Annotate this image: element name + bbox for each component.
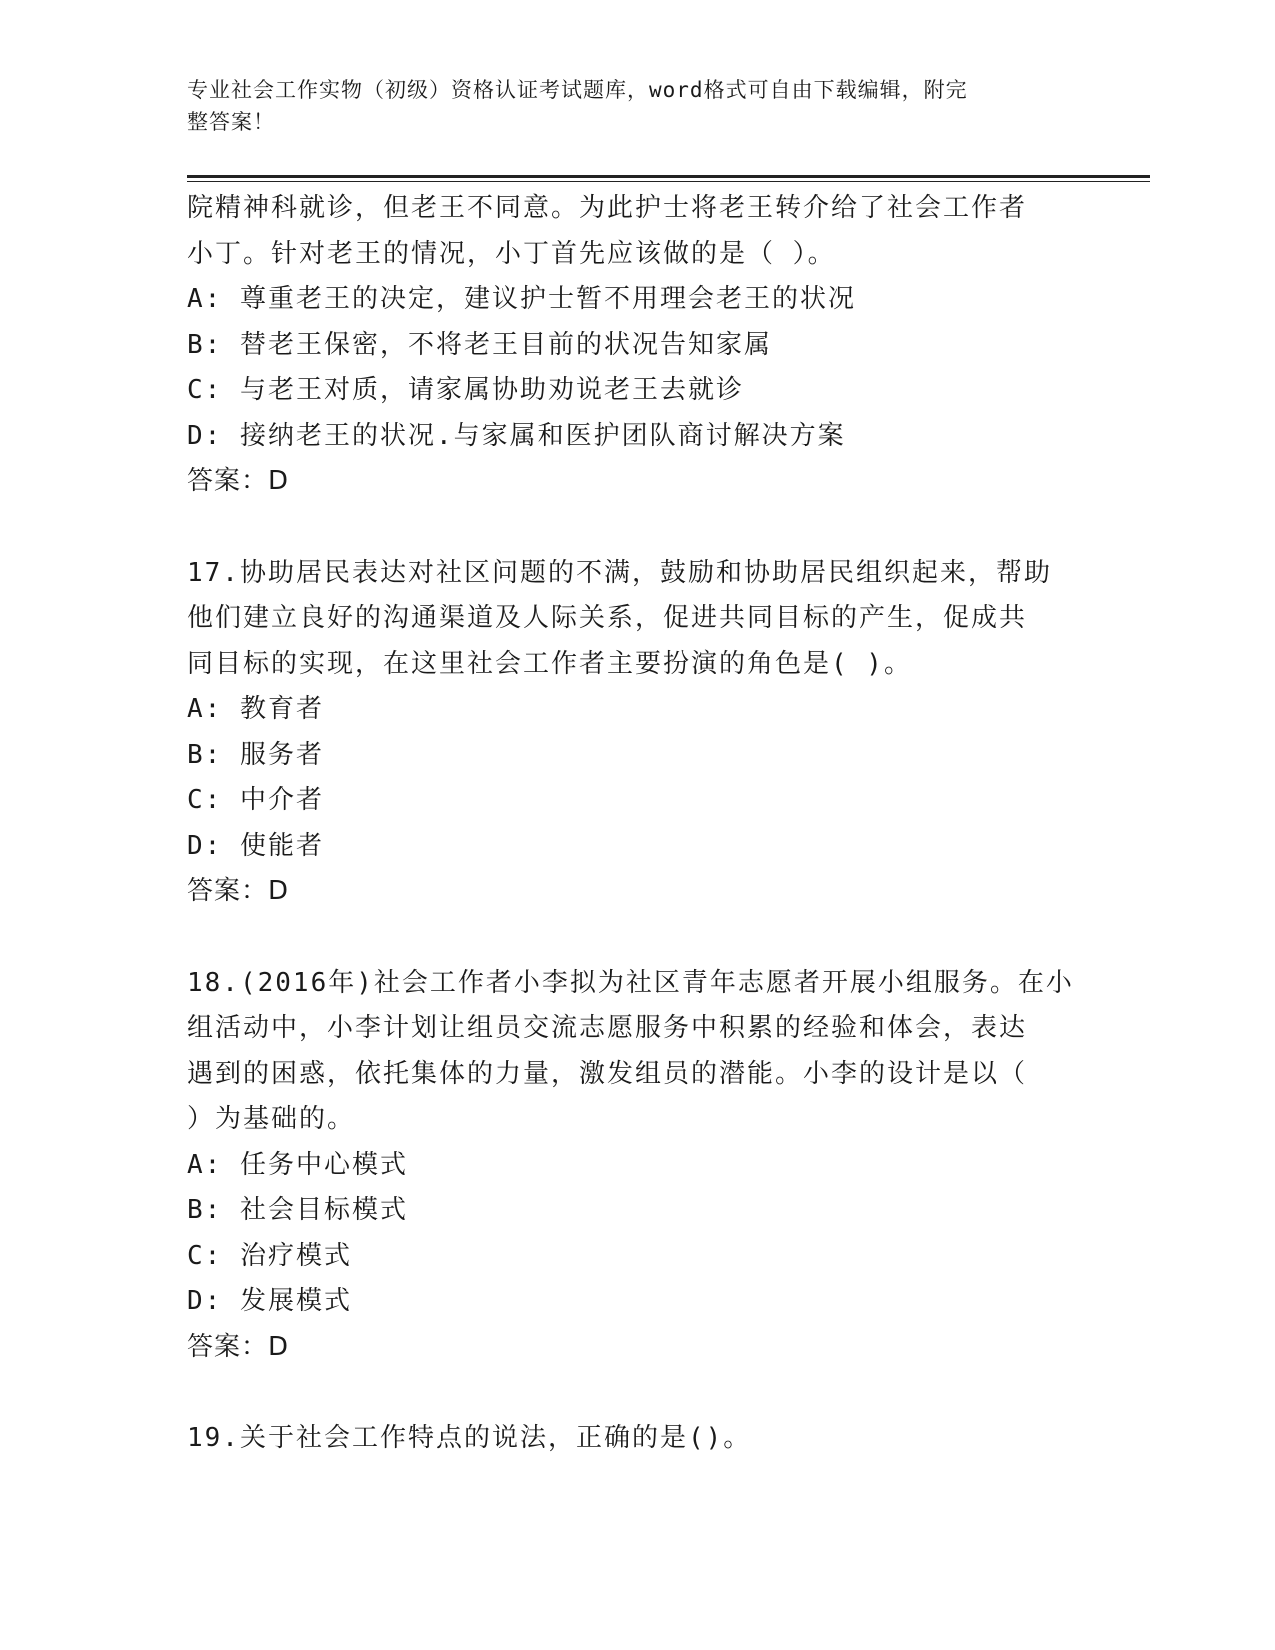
option-a: A: 尊重老王的决定，建议护士暂不用理会老王的状况 <box>187 284 856 314</box>
option-d: D: 使能者 <box>187 830 324 861</box>
option-c: C: 中介者 <box>187 785 324 815</box>
question-stem-line: 18.(2016年)社会工作者小李拟为社区青年志愿者开展小组服务。在小 <box>187 967 1074 998</box>
question-spacer <box>187 915 1087 961</box>
question-stem-line: 院精神科就诊，但老王不同意。为此护士将老王转介给了社会工作者 <box>187 193 1028 223</box>
option-b: B: 替老王保密，不将老王目前的状况告知家属 <box>187 329 772 360</box>
answer-label: 答案：D <box>187 1331 290 1362</box>
question-spacer <box>187 505 1087 551</box>
question-list <box>187 186 1087 1462</box>
option-b: B: 社会目标模式 <box>187 1195 408 1225</box>
question-stem-line: 他们建立良好的沟通渠道及人际关系，促进共同目标的产生，促成共 <box>187 603 1028 633</box>
option-a: A: 任务中心模式 <box>187 1149 408 1180</box>
option-d: D: 发展模式 <box>187 1286 352 1316</box>
question-16-continued <box>187 186 1087 505</box>
option-d: D: 接纳老王的状况.与家属和医护团队商讨解决方案 <box>187 420 846 451</box>
question-stem-line: 19.关于社会工作特点的说法，正确的是()。 <box>187 1423 752 1453</box>
header-divider-thick <box>187 175 1150 178</box>
question-stem-line: 遇到的困惑，依托集体的力量，激发组员的潜能。小李的设计是以（ <box>187 1058 1028 1089</box>
question-stem-line: ）为基础的。 <box>187 1104 356 1134</box>
question-stem-line: 17.协助居民表达对社区问题的不满，鼓励和协助居民组织起来，帮助 <box>187 557 1052 588</box>
question-stem-line: 小丁。针对老王的情况，小丁首先应该做的是（ ）。 <box>187 238 836 269</box>
question-stem-line: 组活动中，小李计划让组员交流志愿服务中积累的经验和体会，表达 <box>187 1013 1028 1043</box>
question-18 <box>187 961 1087 1371</box>
option-c: C: 治疗模式 <box>187 1240 352 1271</box>
page-header <box>187 74 1067 138</box>
header-line: 专业社会工作实物（初级）资格认证考试题库，word格式可自由下载编辑，附完 <box>187 78 968 102</box>
header-divider-thin <box>187 181 1150 182</box>
option-c: C: 与老王对质，请家属协助劝说老王去就诊 <box>187 375 744 405</box>
question-19 <box>187 1416 1087 1462</box>
header-line: 整答案！ <box>187 110 275 134</box>
question-17 <box>187 551 1087 915</box>
question-stem-line: 同目标的实现，在这里社会工作者主要扮演的角色是( )。 <box>187 648 912 679</box>
question-spacer <box>187 1370 1087 1416</box>
option-a: A: 教育者 <box>187 694 324 724</box>
option-b: B: 服务者 <box>187 739 324 770</box>
answer-label: 答案：D <box>187 466 290 496</box>
answer-label: 答案：D <box>187 876 290 906</box>
